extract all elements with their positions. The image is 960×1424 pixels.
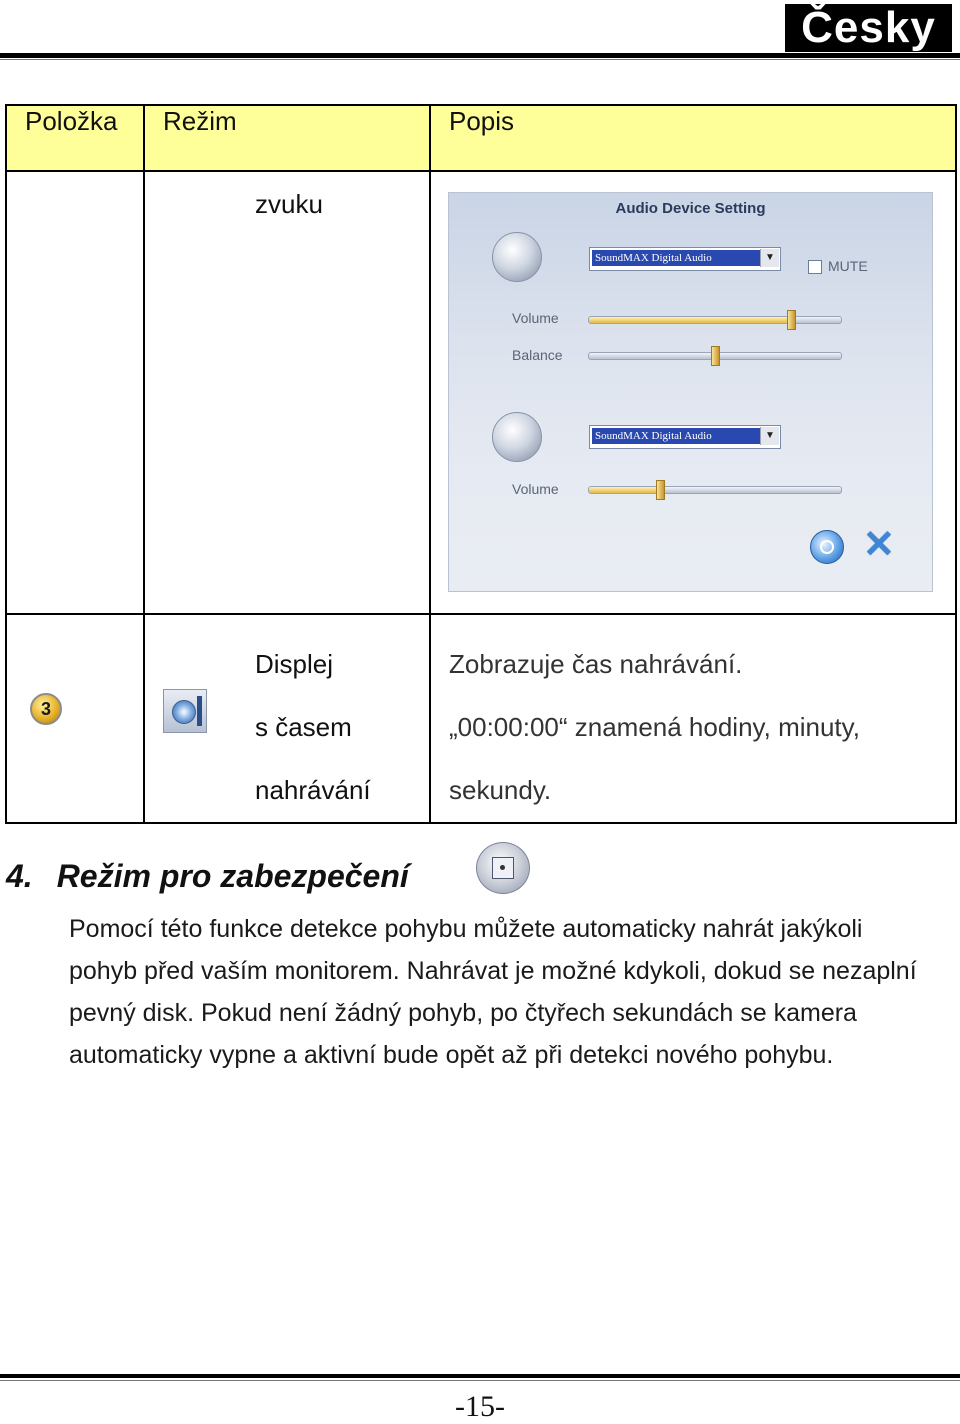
footer-rule-thin (0, 1380, 960, 1381)
row2-description-text: Zobrazuje čas nahrávání. „00:00:00“ znamená hodiny, minuty, sekundy. (449, 649, 860, 805)
section-number: 4. (6, 858, 33, 894)
row2-mode-text: Displej s časem nahrávání (255, 649, 371, 805)
table-row (6, 614, 956, 823)
volume-label: Volume (512, 310, 559, 326)
item-number-badge: 3 (30, 693, 62, 725)
refresh-icon (820, 540, 834, 554)
audio-device-setting-panel (448, 192, 933, 592)
volume-slider-thumb[interactable] (787, 310, 796, 330)
section-title: Režim pro zabezpečení (56, 858, 409, 894)
row2-description-cell (430, 614, 956, 823)
row2-item-cell (6, 614, 144, 823)
mute-label: MUTE (828, 258, 868, 274)
language-tab: Česky (785, 4, 952, 52)
page-number: -15- (455, 1390, 505, 1423)
speaker-icon (492, 232, 542, 282)
footer-rule (0, 1374, 960, 1378)
output-device-dropdown[interactable]: SoundMAX Digital Audio ▼ (589, 247, 781, 271)
balance-label: Balance (512, 347, 563, 363)
row1-mode-text: zvuku (255, 189, 323, 219)
row1-mode-cell (144, 171, 430, 614)
volume-slider[interactable] (588, 316, 842, 324)
security-camera-icon (476, 842, 530, 894)
header-rule-thin (0, 59, 960, 60)
mic-volume-slider[interactable] (588, 486, 842, 494)
section-heading (6, 858, 409, 895)
header-mode: Režim (144, 105, 430, 171)
header-rule (0, 53, 960, 58)
section-body: Pomocí této funkce detekce pohybu můžete automaticky nahrát jakýkoli pohyb před vaším monitorem. Nahrávat je možné kdykoli, dokud se nezaplní pevný disk. Pokud není žádný pohyb, po čtyřech sekundách se kamera automaticky vypne a aktivní bude opět až při detekci nového pohybu. (69, 915, 917, 1069)
panel-title: Audio Device Setting (615, 200, 766, 217)
table-header-row (6, 105, 956, 171)
microphone-icon (492, 412, 542, 462)
header-description: Popis (430, 105, 956, 171)
chevron-down-icon: ▼ (760, 427, 779, 445)
mic-volume-slider-thumb[interactable] (656, 480, 665, 500)
balance-slider[interactable] (588, 352, 842, 360)
close-icon[interactable]: ✕ (863, 524, 895, 566)
balance-slider-thumb[interactable] (711, 346, 720, 366)
row1-item-cell (6, 171, 144, 614)
header-item: Položka (6, 105, 144, 171)
mic-volume-label: Volume (512, 481, 559, 497)
apply-button[interactable] (810, 530, 844, 564)
recording-time-icon (163, 689, 207, 733)
input-device-dropdown[interactable]: SoundMAX Digital Audio ▼ (589, 425, 781, 449)
chevron-down-icon: ▼ (760, 249, 779, 267)
mute-checkbox[interactable] (808, 260, 822, 274)
